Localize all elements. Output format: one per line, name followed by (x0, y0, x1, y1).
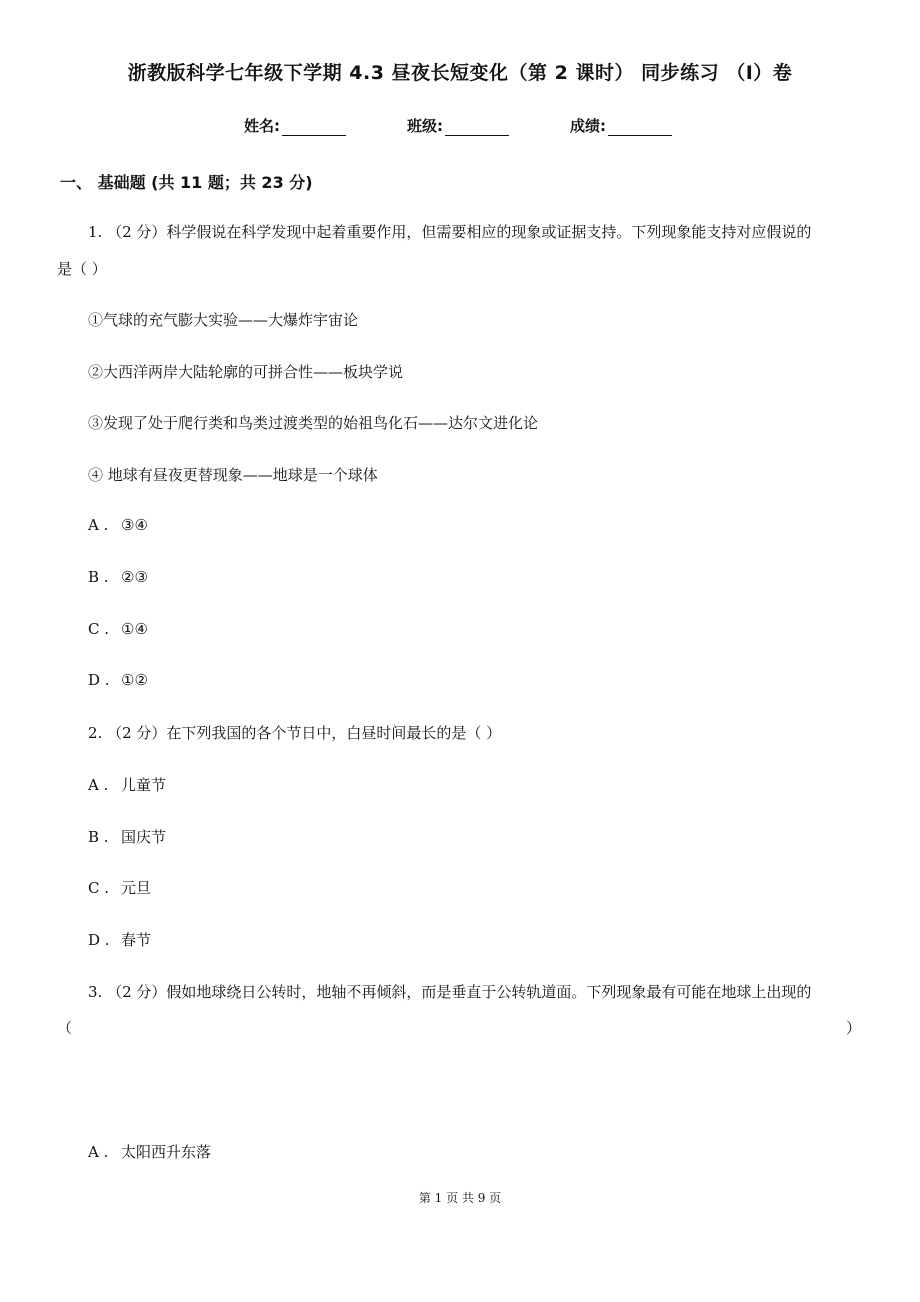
question-2-option-b[interactable] (88, 826, 166, 847)
question-1-option-c[interactable] (88, 620, 148, 638)
option-letter: D . (88, 931, 110, 949)
question-3-option-a[interactable] (88, 1141, 211, 1162)
page-title: 浙教版科学七年级下学期 4.3 昼夜长短变化（第 2 课时） 同步练习 （I）卷 (127, 62, 793, 84)
score-field (570, 115, 672, 136)
question-2-option-d[interactable] (88, 929, 151, 950)
question-1-stem-line2: 是（ ） (57, 260, 107, 278)
question-1-stem-line1: 1. （2 分）科学假说在科学发现中起着重要作用，但需要相应的现象或证据支持。下列现象能支持对应假说的 (88, 223, 812, 241)
class-blank[interactable] (445, 119, 509, 136)
question-3-paren-close: ） (846, 1019, 862, 1037)
option-letter: B . (88, 568, 109, 586)
class-label: 班级: (407, 117, 443, 135)
question-3-paren-open: （ (57, 1019, 73, 1037)
section-heading: 一、 基础题 (共 11 题；共 23 分) (60, 173, 313, 192)
score-label: 成绩: (570, 117, 606, 135)
option-text: ①② (121, 671, 148, 689)
question-1-statement: ②大西洋两岸大陆轮廓的可拼合性——板块学说 (88, 363, 404, 381)
page-footer: 第 1 页 共 9 页 (418, 1191, 502, 1205)
option-text: 儿童节 (121, 776, 167, 794)
question-3-stem-line1: 3. （2 分）假如地球绕日公转时，地轴不再倾斜，而是垂直于公转轨道面。下列现象最有可能在地球上出现的 (88, 983, 812, 1001)
question-2-option-c[interactable] (88, 877, 151, 898)
class-field (407, 115, 509, 136)
question-2-option-a[interactable] (88, 774, 166, 795)
option-text: ①④ (121, 620, 148, 638)
option-text: ②③ (121, 568, 148, 586)
score-blank[interactable] (608, 119, 672, 136)
question-1-option-a[interactable] (88, 516, 148, 534)
name-field (244, 115, 346, 136)
option-letter: A . (88, 516, 109, 534)
option-letter: D . (88, 671, 110, 689)
question-1-statement: ①气球的充气膨大实验——大爆炸宇宙论 (88, 311, 359, 329)
option-text: ③④ (121, 516, 148, 534)
option-letter: A . (88, 1143, 109, 1161)
option-letter: B . (88, 828, 109, 846)
option-text: 国庆节 (121, 828, 167, 846)
name-blank[interactable] (282, 119, 346, 136)
option-letter: A . (88, 776, 109, 794)
question-1-statement: ④ 地球有昼夜更替现象——地球是一个球体 (88, 466, 378, 484)
question-1-option-b[interactable] (88, 568, 148, 586)
option-text: 太阳西升东落 (121, 1143, 212, 1161)
option-text: 元旦 (121, 879, 152, 897)
question-1-option-d[interactable] (88, 671, 148, 689)
name-label: 姓名: (244, 117, 280, 135)
question-2-stem: 2. （2 分）在下列我国的各个节日中，白昼时间最长的是（ ） (88, 724, 502, 742)
option-text: 春节 (121, 931, 152, 949)
option-letter: C . (88, 620, 110, 638)
question-1-statement: ③发现了处于爬行类和鸟类过渡类型的始祖鸟化石——达尔文进化论 (88, 414, 539, 432)
option-letter: C . (88, 879, 110, 897)
